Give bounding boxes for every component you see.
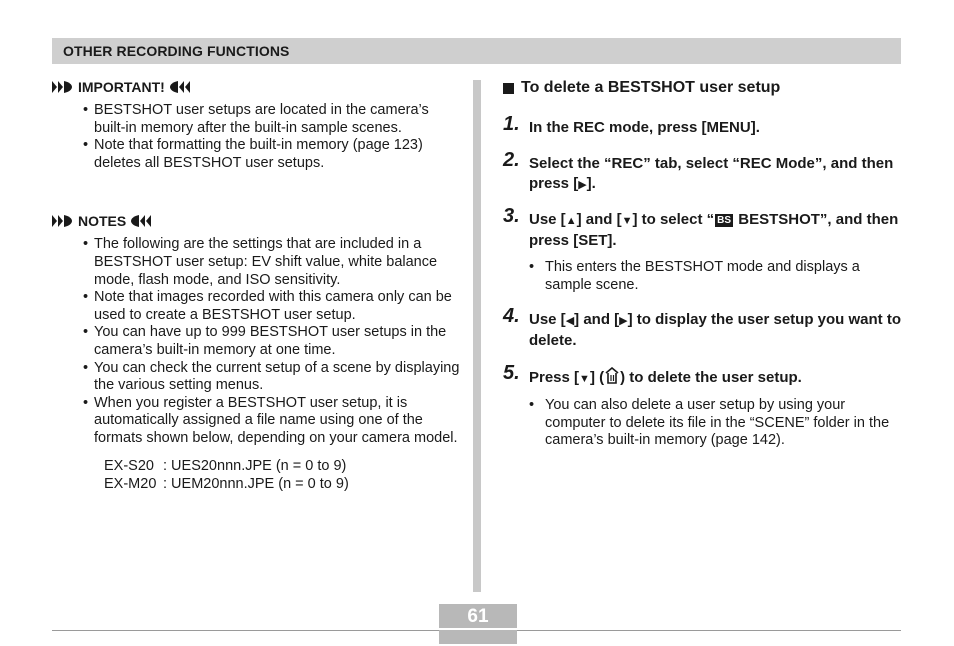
square-bullet-icon [503, 83, 514, 94]
model-name: EX-M20 [104, 475, 157, 492]
step-text: Select the “REC” tab, select “REC Mode”, and then press [ [529, 155, 894, 192]
marker-open-icon [52, 215, 72, 227]
page-number-tab [439, 630, 517, 644]
step-5-notes [503, 397, 903, 450]
marker-close-icon [131, 215, 151, 227]
model-row [104, 474, 462, 494]
delete-trash-icon [604, 367, 620, 391]
step-text: ] to display the user setup you want to delete. [529, 311, 901, 350]
left-arrow-icon: ◀ [565, 315, 575, 328]
notes-heading [52, 212, 462, 230]
step-text: ) to delete the user setup. [620, 369, 802, 387]
left-column [52, 78, 462, 494]
notes-list [52, 236, 462, 447]
down-arrow-icon: ▼ [621, 215, 633, 227]
step-number: 4. [503, 305, 520, 328]
step-text: ] to select “ [632, 211, 715, 228]
important-list [52, 102, 462, 172]
section-title: To delete a BESTSHOT user setup [521, 79, 781, 96]
list-item: • When you register a BESTSHOT user setup, it is automatically assigned a file name using one of the formats shown below, depending on your camera model. [52, 395, 462, 448]
step-3-notes [503, 259, 903, 294]
marker-close-icon [170, 81, 190, 93]
right-arrow-icon: ▶ [578, 179, 587, 191]
important-heading [52, 78, 462, 96]
marker-open-icon [52, 81, 72, 93]
step-text: ]. [586, 175, 596, 192]
section-header-bar [52, 38, 901, 64]
model-format: : UES20nnn.JPE (n = 0 to 9) [163, 457, 347, 474]
step-text: Use [ [529, 311, 566, 329]
step-4 [503, 305, 903, 351]
section-header-title: OTHER RECORDING FUNCTIONS [63, 43, 290, 59]
right-arrow-icon: ▶ [619, 315, 628, 328]
down-arrow-icon: ▼ [579, 373, 590, 386]
step-1 [503, 113, 903, 138]
list-item: • You can also delete a user setup by using your computer to delete its file in the “SCENE” folder in the camera’s built-in memory (page 142). [503, 397, 903, 450]
step-5 [503, 362, 903, 391]
step-number: 1. [503, 113, 520, 135]
step-number: 2. [503, 149, 520, 171]
important-label: IMPORTANT! [78, 79, 165, 95]
up-arrow-icon: ▲ [565, 215, 577, 227]
list-item: • You can check the current setup of a scene by displaying the various setting menus. [52, 360, 462, 395]
model-format: : UEM20nnn.JPE (n = 0 to 9) [163, 475, 349, 492]
list-item: • This enters the BESTSHOT mode and displays a sample scene. [503, 259, 903, 294]
section-heading [503, 78, 903, 98]
model-row [104, 456, 462, 476]
bestshot-icon: BS [717, 215, 732, 226]
step-2 [503, 149, 903, 195]
notes-label: NOTES [78, 213, 127, 230]
model-format-table [104, 456, 462, 494]
right-column [503, 78, 903, 450]
step-text: BESTSHOT”, and then press [SET]. [529, 211, 899, 249]
step-number: 3. [503, 205, 520, 227]
list-item: • You can have up to 999 BESTSHOT user setups in the camera’s built-in memory at one time. [52, 324, 462, 359]
list-item: • Note that images recorded with this camera only can be used to create a BESTSHOT user setup. [52, 289, 462, 324]
model-name: EX-S20 [104, 457, 154, 474]
list-item: • BESTSHOT user setups are located in the camera’s built-in memory after the built-in sample scenes. [52, 102, 462, 137]
page-number: 61 [439, 604, 517, 628]
step-3 [503, 205, 903, 251]
step-text: In the REC mode, press [MENU]. [529, 119, 760, 136]
step-text: Press [ [529, 369, 580, 387]
step-text: Use [ [529, 211, 566, 228]
step-text: ] and [ [574, 311, 620, 329]
step-text: ] ( [589, 369, 605, 387]
step-text: ] and [ [576, 211, 622, 228]
column-divider [473, 80, 481, 592]
step-number: 5. [503, 362, 520, 385]
list-item: • The following are the settings that are included in a BESTSHOT user setup: EV shift value, white balance mode, flash mode, and ISO sensitivity. [52, 236, 462, 289]
list-item: • Note that formatting the built-in memory (page 123) deletes all BESTSHOT user setups. [52, 137, 462, 172]
